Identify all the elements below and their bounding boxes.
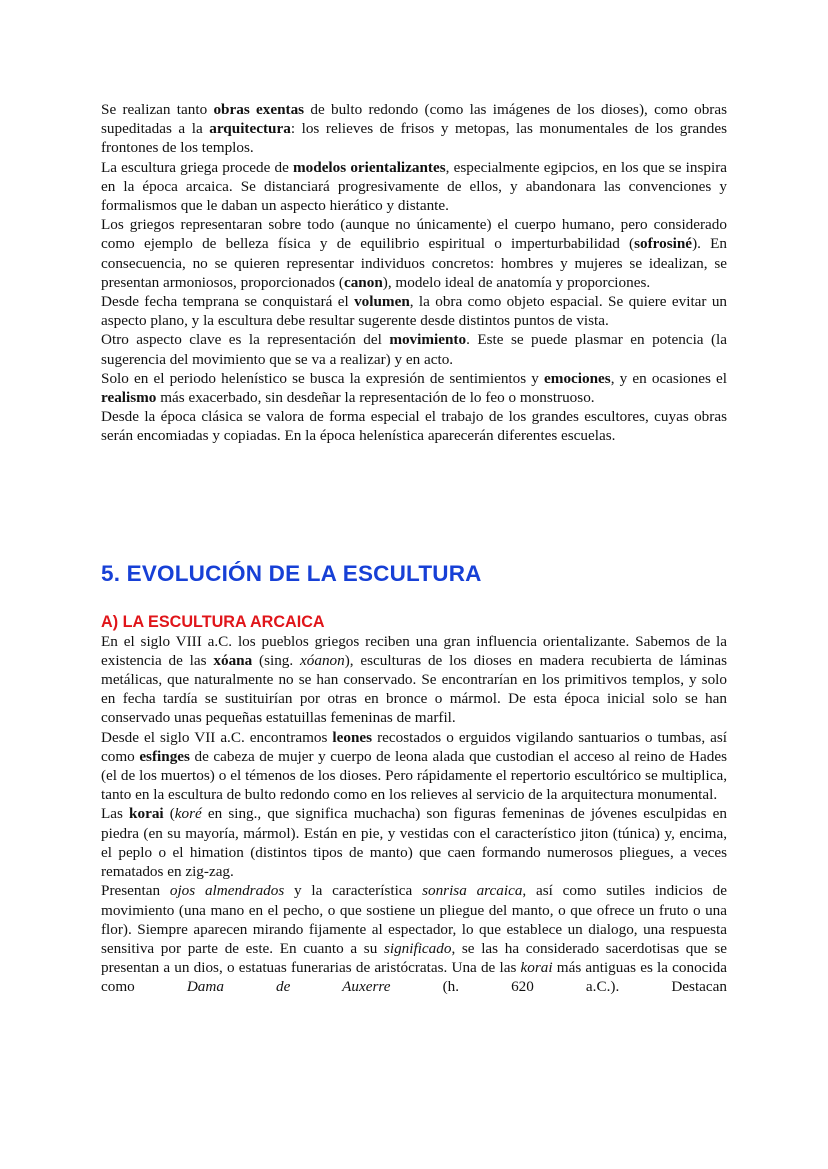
intro-paragraph-7: Desde la época clásica se valora de forma especial el trabajo de los grandes escultores, cuyas obras serán encomiadas y copiadas. En la época helenística aparecerán diferentes escuelas. (101, 408, 727, 445)
section-paragraph-1: En el siglo VIII a.C. los pueblos griegos reciben una gran influencia orientalizante. Sabemos de la existencia de las xóana (sing. xóanon), esculturas de los dioses en madera recubierta de láminas metálicas, que naturalmente no se han conservado. Se encontrarían en los primitivos templos, y solo en fecha tardía se sustituirían por otras en bronce o mármol. De esta época inicial solo se han conservado unas pequeñas estatuillas femeninas de marfil. (101, 632, 727, 727)
intro-paragraph-2: La escultura griega procede de modelos orientalizantes, especialmente egipcios, en los que se inspira en la época arcaica. Se distanciará progresivamente de ellos, y abandonara las convenciones y formalismos que le daban un aspecto hierático y distante. (101, 158, 727, 215)
intro-paragraph-4: Desde fecha temprana se conquistará el volumen, la obra como objeto espacial. Se quiere evitar un aspecto plano, y la escultura debe resultar sugerente desde distintos puntos de vista. (101, 293, 728, 330)
section-paragraph-2: Desde el siglo VII a.C. encontramos leones recostados o erguidos vigilando santuarios o tumbas, así como esfinges de cabeza de mujer y cuerpo de leona alada que custodian el acceso al reino de Hades (el de los muertos) o el témenos de los dioses. Pero rápidamente el repertorio escultórico se multiplica, tanto en la escultura de bulto redondo como en los relieves al servicio de la arquitectura monumental. (101, 728, 728, 804)
intro-paragraph-3: Los griegos representaran sobre todo (aunque no únicamente) el cuerpo humano, pero considerado como ejemplo de belleza física y de equilibrio espiritual o imperturbabilidad (sofrosiné). En consecuencia, no se quieren representar individuos concretos: hombres y mujeres se idealizan, se presentan armoniosos, proporcionados (canon), modelo ideal de anatomía y proporciones. (101, 216, 727, 291)
intro-paragraph-1: Se realizan tanto obras exentas de bulto redondo (como las imágenes de los dioses), como obras supeditadas a la arquitectura: los relieves de frisos y metopas, las monumentales de los grandes frontones de los templos. (101, 101, 727, 157)
section-paragraph-3: Las korai (koré en sing., que significa muchacha) son figuras femeninas de jóvenes esculpidas en piedra (en su mayoría, mármol). Están en pie, y vestidas con el característico jiton (túnica) y, encima, el peplo o el himation (distintos tipos de manto) que caen formando numerosos pliegues, a veces rematados en zig-zag. (101, 805, 727, 881)
intro-paragraph-5: Otro aspecto clave es la representación del movimiento. Este se puede plasmar en potencia (la sugerencia del movimiento que se va a realizar) y en acto. (101, 331, 727, 368)
document-page (101, 100, 727, 997)
section-paragraph-4: Presentan ojos almendrados y la característica sonrisa arcaica, así como sutiles indicios de movimiento (una mano en el pecho, o que sostiene un pliegue del manto, o que ofrece un fruto o una flor). Siempre aparecen mirando fijamente al espectador, lo que establece un dialogo, una respuesta sensitiva por parte de este. En cuanto a su significado, se las ha considerado sacerdotisas que se presentan a un dios, o estatuas funerarias de aristócratas. Una de las korai más antiguas es la conocida como Dama de Auxerre (h. 620 a.C.). Destacan (101, 882, 728, 996)
section-spacer (101, 446, 727, 560)
section-title: 5. EVOLUCIÓN DE LA ESCULTURA (101, 560, 482, 586)
title-spacer (101, 588, 727, 612)
intro-paragraph-6: Solo en el periodo helenístico se busca la expresión de sentimientos y emociones, y en ocasiones el realismo más exacerbado, sin desdeñar la representación de lo feo o monstruoso. (101, 369, 728, 407)
subsection-title: A) LA ESCULTURA ARCAICA (101, 612, 325, 631)
